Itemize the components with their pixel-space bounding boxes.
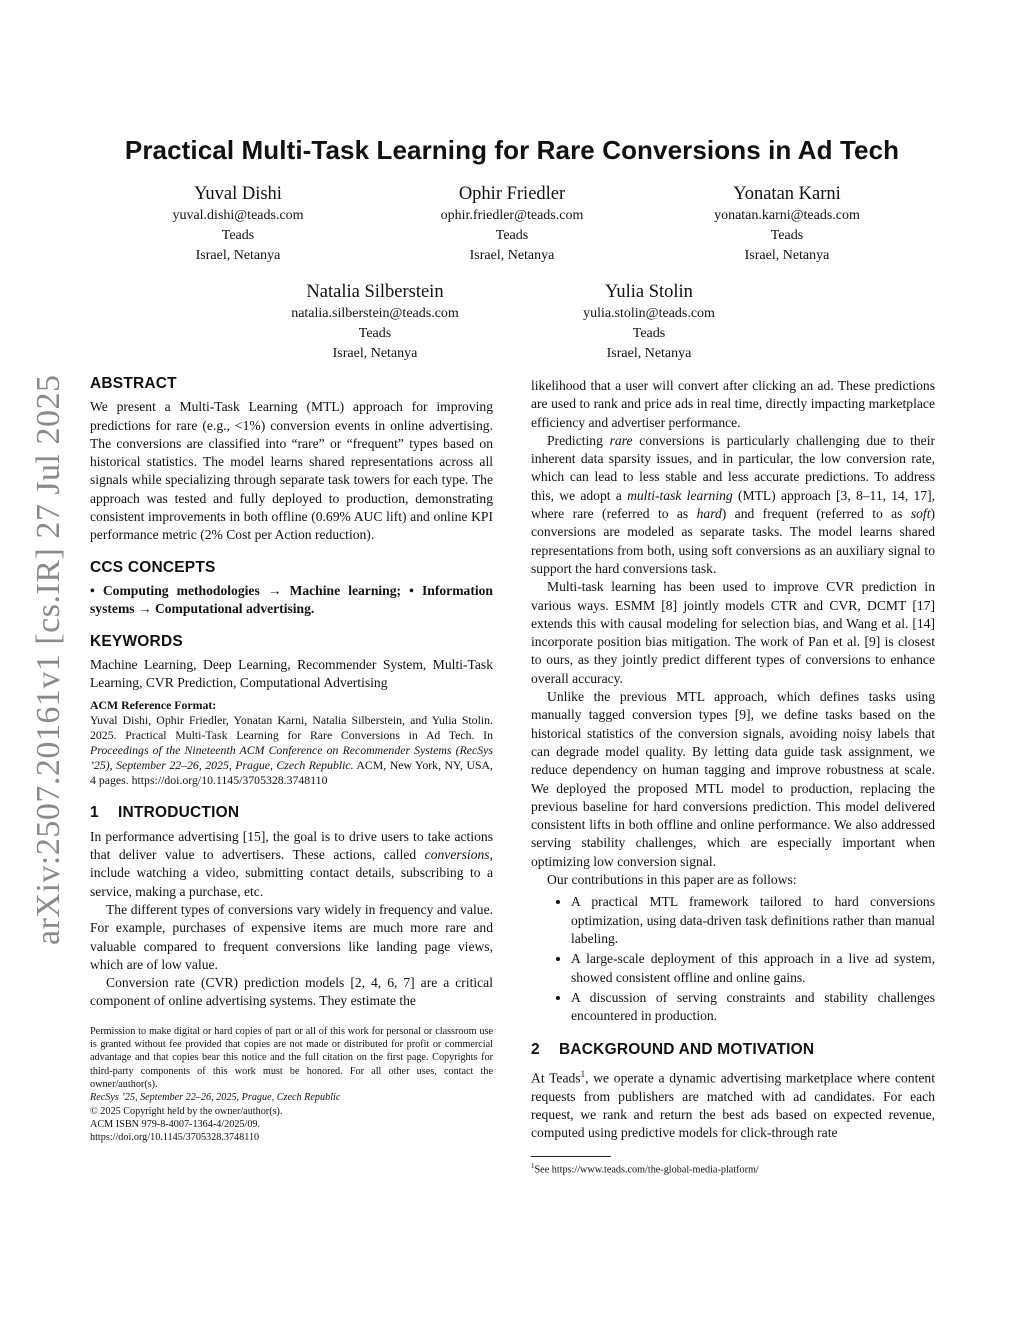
body-paragraph: Unlike the previous MTL approach, which defines tasks using manually tagged conversion types [9], we define tasks based on the historical statistics of the conversion signals, avoiding noisy labels that can degrade model quality. By letting data guide task assignment, we reduce dependency on human tagging and improve robustness at scale. We deployed the proposed MTL model to production, replacing the previous baseline for hard conversions prediction. This model delivered consistent lifts in both offline and online performance. We also addressed serving stability challenges, which are especially important when optimizing low conversion signal. [531, 689, 935, 869]
ccs-heading: CCS CONCEPTS [90, 558, 216, 576]
footnote: $^1$See https://www.teads.com/the-global-media-platform/ [531, 1162, 759, 1176]
author-name: Yuval Dishi [194, 184, 282, 204]
acm-reference-doi: ACM, New York, NY, USA, 4 pages. https://doi.org/10.1145/3705328.3748110 [90, 758, 493, 788]
acm-reference-heading: ACM Reference Format: [90, 698, 217, 713]
ccs-text: • Computing methodologies → Machine learning; • Information systems → Computational advertising. [90, 582, 493, 617]
author-org: Teads [221, 228, 255, 243]
permission-text: Permission to make digital or hard copies of part or all of this work for personal or classroom use is granted without fee provided that copies are not made or distributed for profit or commercial advantage and that copies bear this notice and the full citation on the first page. Copyrights for third-party components of this work must be honored. For all other uses, contact the owner/author(s). [90, 1025, 493, 1090]
permission-doi: https://doi.org/10.1145/3705328.3748110 [90, 1132, 260, 1144]
contributions-list [531, 893, 935, 1025]
body-paragraph: At Teads$^1$, we operate a dynamic advertising marketplace where content requests from publishers are matched with ad candidates. For each request, we rank and return the best ads based on expected revenue, computed using predictive models for click-through rate [531, 1068, 935, 1141]
author-location: Israel, Netanya [195, 248, 281, 263]
arxiv-stamp: arXiv:2507.20161v1 [cs.IR] 27 Jul 2025 [30, 374, 67, 945]
author-org: Teads [358, 326, 392, 341]
author-email: natalia.silberstein@teads.com [291, 306, 459, 321]
body-paragraph: Multi-task learning has been used to improve CVR prediction in various ways. ESMM [8] jointly models CTR and CVR, DCMT [17] extends this with causal modeling for selection bias, and Wang et al. [14] incorporate position bias mitigation. The work of Pan et al. [9] is closest to ours, as they jointly predict different types of conversions to enhance overall accuracy. [531, 579, 935, 686]
author-email: yulia.stolin@teads.com [583, 306, 715, 321]
right-column [531, 377, 935, 1177]
author-block [519, 281, 779, 364]
paper-title: Practical Multi-Task Learning for Rare Conversions in Ad Tech [124, 135, 900, 165]
list-item: • A large-scale deployment of this approach in a live ad system, showed consistent offline and online gains. [571, 950, 935, 987]
author-block [108, 183, 368, 266]
intro-paragraph: Conversion rate (CVR) prediction models [2, 4, 6, 7] are a critical component of online advertising systems. They estimate the [90, 975, 493, 1009]
permission-venue: RecSys ’25, September 22–26, 2025, Prague, Czech Republic [90, 1092, 341, 1104]
body-paragraph: Our contributions in this paper are as follows: [547, 872, 797, 888]
author-org: Teads [770, 228, 804, 243]
intro-paragraph: In performance advertising [15], the goal is to drive users to take actions that deliver value to advertisers. These actions, called conversions, include watching a video, submitting contact details, subscribing to a service, making a purchase, etc. [90, 828, 493, 899]
author-name: Yulia Stolin [605, 282, 693, 302]
footnote-rule [531, 1156, 611, 1157]
author-email: yonatan.karni@teads.com [714, 208, 860, 223]
author-block [657, 183, 917, 266]
author-name: Natalia Silberstein [306, 282, 444, 302]
keywords-heading: KEYWORDS [90, 632, 183, 650]
left-column [90, 375, 493, 1144]
author-org: Teads [495, 228, 529, 243]
author-name: Yonatan Karni [733, 184, 841, 204]
permission-copyright: © 2025 Copyright held by the owner/author(s). [90, 1105, 283, 1117]
author-block [382, 183, 642, 266]
author-name: Ophir Friedler [458, 184, 566, 204]
abstract-text: We present a Multi-Task Learning (MTL) approach for improving predictions for rare (e.g., <1%) conversion events in online advertising. The conversions are classified into “rare” or “frequent” types based on historical statistics. The model learns shared representations across all signals while specializing through separate task towers for each type. The approach was tested and fully deployed to production, demonstrating consistent improvements in both offline (0.69% AUC lift) and online KPI performance metric (2% Cost per Action reduction). [90, 399, 493, 543]
abstract-heading: ABSTRACT [90, 375, 177, 392]
list-item: • A discussion of serving constraints and stability challenges encountered in production. [571, 989, 935, 1026]
author-location: Israel, Netanya [606, 346, 692, 361]
list-item: • A practical MTL framework tailored to hard conversions optimization, using data-driven task definitions rather than manual labeling. [571, 893, 935, 948]
body-paragraph: likelihood that a user will convert after clicking an ad. These predictions are used to rank and price ads in real time, directly impacting marketplace efficiency and advertiser performance. [531, 378, 935, 430]
background-heading: 2 BACKGROUND AND MOTIVATION [531, 1041, 815, 1059]
permission-isbn: ACM ISBN 979-8-4007-1364-4/2025/09. [90, 1118, 261, 1130]
author-location: Israel, Netanya [332, 346, 418, 361]
author-email: yuval.dishi@teads.com [172, 208, 304, 223]
author-location: Israel, Netanya [744, 248, 830, 263]
acm-reference-venue: Proceedings of the Nineteenth ACM Conference on Recommender Systems (RecSys ’25), September 22–26, 2025, Prague, Czech Republic. [90, 743, 493, 773]
keywords-text: Machine Learning, Deep Learning, Recommender System, Multi-Task Learning, CVR Prediction, Computational Advertising [90, 656, 493, 691]
intro-heading: 1 INTRODUCTION [90, 804, 240, 822]
acm-reference [90, 698, 493, 788]
permission-block [90, 1025, 493, 1145]
author-org: Teads [632, 326, 666, 341]
acm-reference-text: Yuval Dishi, Ophir Friedler, Yonatan Karni, Natalia Silberstein, and Yulia Stolin. 2025. Practical Multi-Task Learning for Rare Conversions in Ad Tech. In [90, 713, 493, 743]
body-paragraph: Predicting rare conversions is particularly challenging due to their inherent data sparsity issues, and in particular, the low conversion rate, which can lead to less stable and less accurate predictions. To address this, we adopt a multi-task learning (MTL) approach [3, 8–11, 14, 17], where rare (referred to as hard) and frequent (referred to as soft) conversions are modeled as separate tasks. The model learns shared representations from both, using soft conversions as an auxiliary signal to support the hard conversions task. [531, 432, 936, 576]
author-block [245, 281, 505, 364]
author-email: ophir.friedler@teads.com [440, 208, 584, 223]
intro-paragraph: The different types of conversions vary widely in frequency and value. For example, purchases of expensive items are much more rare and valuable compared to frequent conversions like landing page views, which are of low value. [90, 901, 493, 972]
author-location: Israel, Netanya [469, 248, 555, 263]
